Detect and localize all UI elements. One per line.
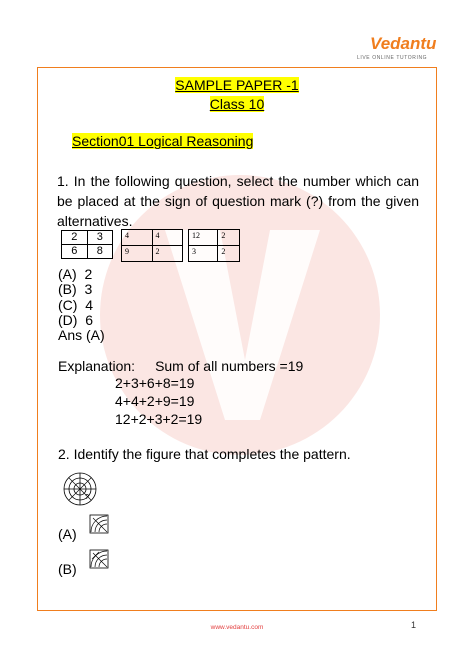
grid-cell: 2 bbox=[218, 230, 240, 246]
number-grid-3 bbox=[188, 229, 240, 262]
page-number: 1 bbox=[411, 620, 417, 630]
section-heading bbox=[72, 133, 253, 149]
grid-cell: 2 bbox=[152, 246, 183, 262]
option-b: (B) 3 bbox=[58, 281, 93, 298]
option-a: (A) 2 bbox=[58, 266, 93, 282]
number-grid-1 bbox=[61, 230, 113, 259]
class-title-text: Class 10 bbox=[209, 96, 265, 112]
footer-url: www.vedantu.com bbox=[210, 624, 264, 631]
section-heading-text: Section01 Logical Reasoning bbox=[72, 133, 254, 149]
calc-line: 12+2+3+2=19 bbox=[115, 411, 203, 427]
grid-cell: 8 bbox=[87, 245, 113, 259]
question-1-text: 1. In the following question, select the number which can be placed at the sign of question mark (?) from the given alternatives. bbox=[57, 173, 419, 229]
option-d: (D) 6 bbox=[58, 311, 93, 328]
calc-line: 2+3+6+8=19 bbox=[115, 375, 195, 391]
question-2-option-a: (A) bbox=[58, 526, 77, 542]
logo-tagline: LIVE ONLINE TUTORING bbox=[357, 55, 428, 61]
grid-cell: 3 bbox=[87, 231, 113, 245]
logo-name: Vedantu bbox=[370, 34, 437, 53]
pattern-figure-icon bbox=[60, 470, 100, 508]
grid-cell: 9 bbox=[122, 246, 153, 262]
option-b-figure-icon bbox=[89, 549, 109, 569]
grid-cell: 2 bbox=[62, 231, 88, 245]
grid-cell: 4 bbox=[152, 230, 183, 246]
explanation bbox=[58, 357, 303, 375]
grid-cell: 2 bbox=[218, 246, 240, 262]
question-1-options bbox=[58, 267, 105, 343]
grid-cell: 3 bbox=[189, 246, 218, 262]
paper-title-text: SAMPLE PAPER -1 bbox=[175, 77, 299, 93]
paper-title bbox=[0, 77, 474, 93]
class-title bbox=[0, 96, 474, 112]
option-a-figure-icon bbox=[89, 514, 109, 534]
explanation-text: Sum of all numbers =19 bbox=[155, 358, 304, 374]
grid-cell: 4 bbox=[122, 230, 153, 246]
question-2-text: 2. Identify the figure that completes the pattern. bbox=[58, 446, 351, 462]
question-2-option-b: (B) bbox=[58, 561, 77, 577]
calc-line: 4+4+2+9=19 bbox=[115, 393, 195, 409]
number-grid-2 bbox=[121, 229, 183, 262]
answer: Ans (A) bbox=[58, 327, 105, 344]
grid-cell: 12 bbox=[189, 230, 218, 246]
option-c: (C) 4 bbox=[58, 296, 93, 313]
figure-mark: ? bbox=[85, 494, 89, 501]
explanation-label: Explanation: bbox=[58, 358, 136, 374]
grid-cell: 6 bbox=[62, 245, 88, 259]
